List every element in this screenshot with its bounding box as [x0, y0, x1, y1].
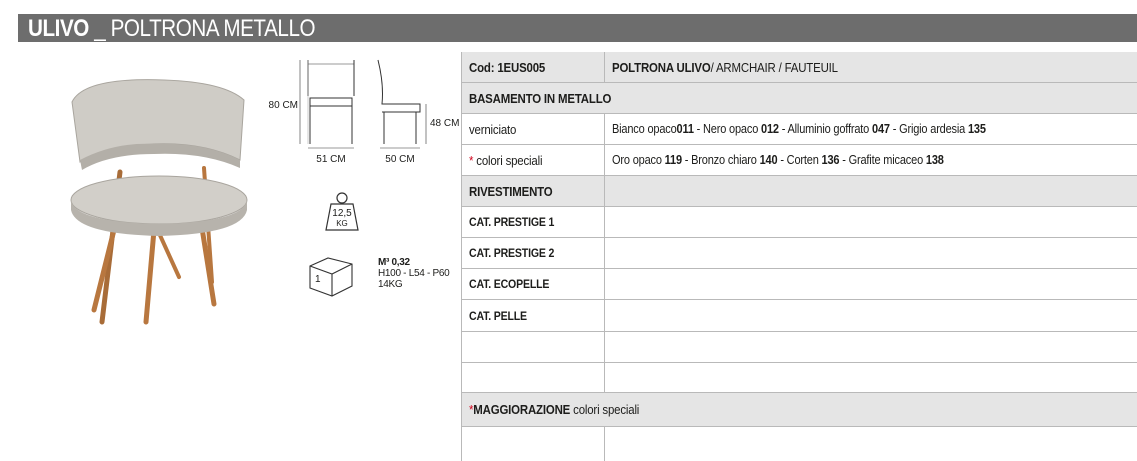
table-row-category [461, 238, 1137, 269]
product-title-rest: / ARMCHAIR / FAUTEUIL [710, 59, 838, 75]
color-name: Bianco opaco [612, 122, 677, 136]
category-label: CAT. PRESTIGE 1 [469, 215, 555, 229]
weight-value: 12,5 [332, 208, 352, 219]
product-type: POLTRONA METALLO [110, 15, 316, 42]
color-code: 119 [664, 153, 682, 167]
painted-label: verniciato [469, 121, 517, 137]
painted-colors [612, 114, 986, 144]
table-row-category [461, 300, 1137, 332]
color-name: Oro opaco [612, 153, 665, 167]
depth-label: 50 CM [385, 154, 415, 165]
package-count: 1 [315, 274, 321, 285]
dimension-drawing [268, 54, 460, 214]
weight-unit: KG [336, 219, 348, 228]
product-name: ULIVO [28, 15, 89, 42]
table-row-upholstery-header [461, 176, 1137, 207]
table-row-empty [461, 332, 1137, 363]
special-colors-label [469, 145, 542, 175]
seat-height-label: 48 CM [430, 118, 460, 129]
upholstery-header: RIVESTIMENTO [469, 183, 553, 199]
color-code: 047 [871, 122, 890, 136]
product-code: Cod: 1EUS005 [469, 59, 546, 75]
color-name: - Alluminio goffrato [778, 122, 872, 136]
category-label: CAT. ECOPELLE [469, 277, 550, 291]
chair-image [54, 72, 254, 392]
color-code: 135 [967, 122, 986, 136]
color-name: - Grigio ardesia [889, 122, 968, 136]
package-volume: M³ 0,32 [378, 257, 410, 268]
special-colors [612, 145, 944, 175]
weight-icon [323, 190, 361, 234]
table-row-painted [461, 114, 1137, 145]
package-size: H100 - L54 - P60 [378, 268, 450, 279]
title-separator: _ [88, 15, 111, 42]
asterisk-mark: * [469, 152, 474, 168]
color-name: - Bronzo chiaro [681, 153, 760, 167]
table-row-special-colors [461, 145, 1137, 176]
color-code: 138 [925, 153, 944, 167]
surcharge-rest: colori speciali [570, 402, 640, 417]
table-row-code [461, 52, 1137, 83]
category-label: CAT. PRESTIGE 2 [469, 246, 555, 260]
color-name: - Corten [777, 153, 822, 167]
color-name: - Nero opaco [693, 122, 762, 136]
product-illustration-pane [18, 42, 461, 461]
table-row-surcharge [461, 393, 1137, 427]
asterisk-mark: * [469, 402, 474, 417]
surcharge-note [469, 393, 639, 426]
spec-table [461, 52, 1137, 461]
special-label-text: colori speciali [473, 152, 543, 168]
color-name: - Grafite micaceo [839, 153, 926, 167]
package-weight: 14KG [378, 279, 403, 290]
category-label: CAT. PELLE [469, 308, 527, 323]
table-row-empty [461, 363, 1137, 393]
package-box-icon [306, 254, 356, 298]
package-info [378, 257, 449, 290]
height-label: 80 CM [268, 100, 298, 111]
page-title [28, 15, 315, 43]
table-row-category [461, 269, 1137, 300]
table-row-empty [461, 427, 1137, 461]
product-title [612, 52, 838, 82]
color-code: 136 [821, 153, 840, 167]
table-row-category [461, 207, 1137, 238]
table-row-base-header [461, 83, 1137, 114]
color-code: 011 [676, 122, 694, 136]
color-code: 012 [761, 122, 779, 136]
title-bar [18, 14, 1137, 42]
color-code: 140 [759, 153, 778, 167]
surcharge-bold: MAGGIORAZIONE [473, 402, 571, 417]
width-label: 51 CM [316, 154, 346, 165]
product-title-bold: POLTRONA ULIVO [612, 59, 711, 75]
base-header: BASAMENTO IN METALLO [469, 90, 612, 106]
